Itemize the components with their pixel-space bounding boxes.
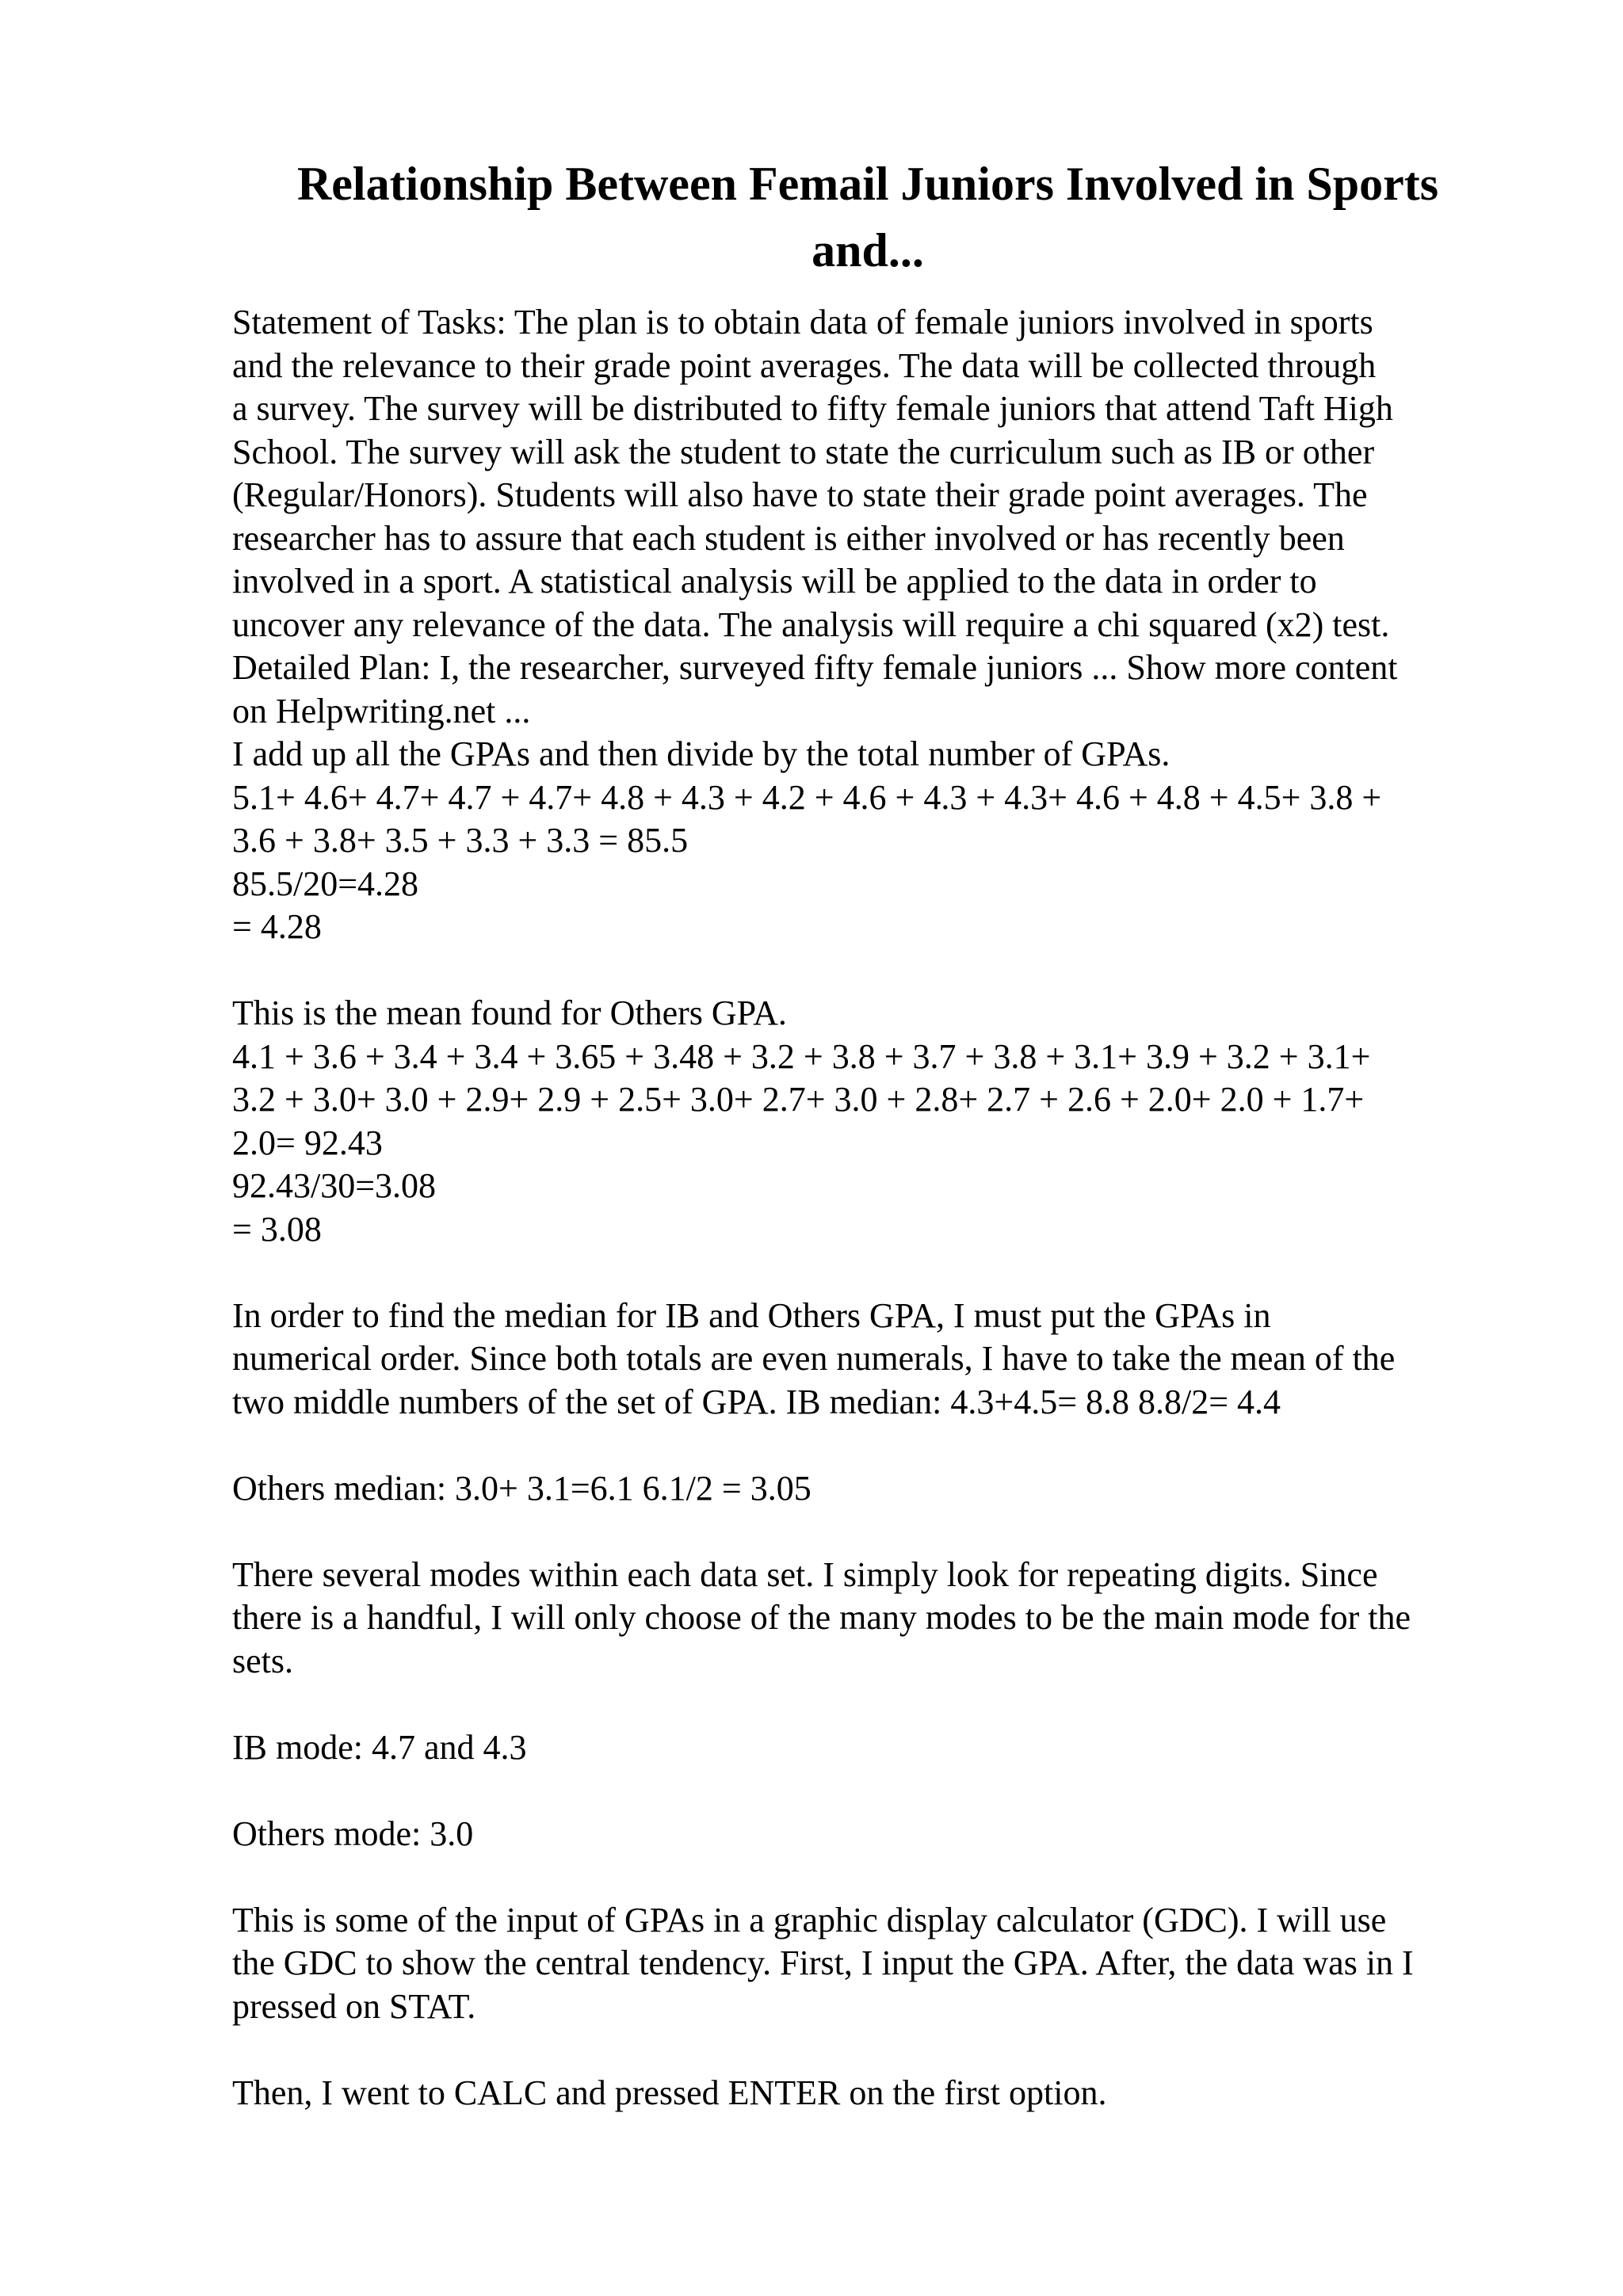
text-line: Others median: 3.0+ 3.1=6.1 6.1/2 = 3.05 [232, 1468, 812, 1508]
paragraph-gap [232, 1683, 1540, 1726]
text-line: = 4.28 [232, 907, 322, 946]
text-line: pressed on STAT. [232, 1986, 476, 2026]
text-line: and the relevance to their grade point averages. The data will be collected through [232, 345, 1377, 385]
text-line: two middle numbers of the set of GPA. IB median: 4.3+4.5= 8.8 8.8/2= 4.4 [232, 1382, 1281, 1421]
text-line: sets. [232, 1641, 293, 1680]
text-line: a survey. The survey will be distributed to fifty female juniors that attend Taft High [232, 389, 1393, 428]
text-line: IB mode: 4.7 and 4.3 [232, 1727, 527, 1767]
text-line: 92.43/30=3.08 [232, 1166, 437, 1205]
text-line: Statement of Tasks: The plan is to obtain data of female juniors involved in sports [232, 303, 1373, 341]
text-line: Then, I went to CALC and pressed ENTER on the first option. [232, 2073, 1107, 2112]
paragraph-gap [232, 1510, 1540, 1554]
text-line: There several modes within each data set. I simply look for repeating digits. Since [232, 1554, 1378, 1594]
paragraph-gap [232, 1769, 1540, 1813]
document-body [232, 301, 1540, 2115]
text-line: involved in a sport. A statistical analysis will be applied to the data in order to [232, 562, 1317, 601]
text-line: 4.1 + 3.6 + 3.4 + 3.4 + 3.65 + 3.48 + 3.2 + 3.8 + 3.7 + 3.8 + 3.1+ 3.9 + 3.2 + 3.1+ [232, 1036, 1371, 1076]
text-line: I add up all the GPAs and then divide by the total number of GPAs. [232, 734, 1170, 773]
text-line: 2.0= 92.43 [232, 1123, 383, 1162]
text-line: uncover any relevance of the data. The analysis will require a chi squared (x2) test. [232, 605, 1390, 644]
text-line: In order to find the median for IB and Others GPA, I must put the GPAs in [232, 1295, 1271, 1335]
text-line: 3.6 + 3.8+ 3.5 + 3.3 + 3.3 = 85.5 [232, 821, 689, 860]
text-line: School. The survey will ask the student to state the curriculum such as IB or other [232, 432, 1375, 471]
text-line: 5.1+ 4.6+ 4.7+ 4.7 + 4.7+ 4.8 + 4.3 + 4.2 + 4.6 + 4.3 + 4.3+ 4.6 + 4.8 + 4.5+ 3.8 + [232, 777, 1382, 817]
text-line: 3.2 + 3.0+ 3.0 + 2.9+ 2.9 + 2.5+ 3.0+ 2.7+ 3.0 + 2.8+ 2.7 + 2.6 + 2.0+ 2.0 + 1.7+ [232, 1080, 1365, 1119]
paragraph-gap [232, 1251, 1540, 1295]
text-line: (Regular/Honors). Students will also have to state their grade point averages. The [232, 475, 1368, 514]
paragraph-gap [232, 1424, 1540, 1467]
text-line: on Helpwriting.net ... [232, 691, 531, 730]
text-line: Others mode: 3.0 [232, 1814, 474, 1853]
text-line: researcher has to assure that each student is either involved or has recently been [232, 518, 1345, 558]
text-line: This is some of the input of GPAs in a graphic display calculator (GDC). I will use [232, 1900, 1387, 1939]
text-line: This is the mean found for Others GPA. [232, 994, 787, 1032]
paragraph-gap [232, 949, 1540, 993]
document-title [234, 151, 1502, 284]
text-line: numerical order. Since both totals are even numerals, I have to take the mean of the [232, 1339, 1396, 1378]
text-line: = 3.08 [232, 1209, 322, 1249]
text-line: Detailed Plan: I, the researcher, surveyed fifty female juniors ... Show more content [232, 648, 1398, 687]
title-line-1: Relationship Between Femail Juniors Involved in Sports [296, 158, 1439, 210]
paragraph-gap [232, 1855, 1540, 1899]
text-line: there is a handful, I will only choose of the many modes to be the main mode for the [232, 1598, 1411, 1637]
title-line-2: and... [812, 224, 924, 277]
text-line: the GDC to show the central tendency. First, I input the GPA. After, the data was in I [232, 1943, 1414, 1982]
paragraph-gap [232, 2028, 1540, 2072]
text-line: 85.5/20=4.28 [232, 864, 419, 903]
